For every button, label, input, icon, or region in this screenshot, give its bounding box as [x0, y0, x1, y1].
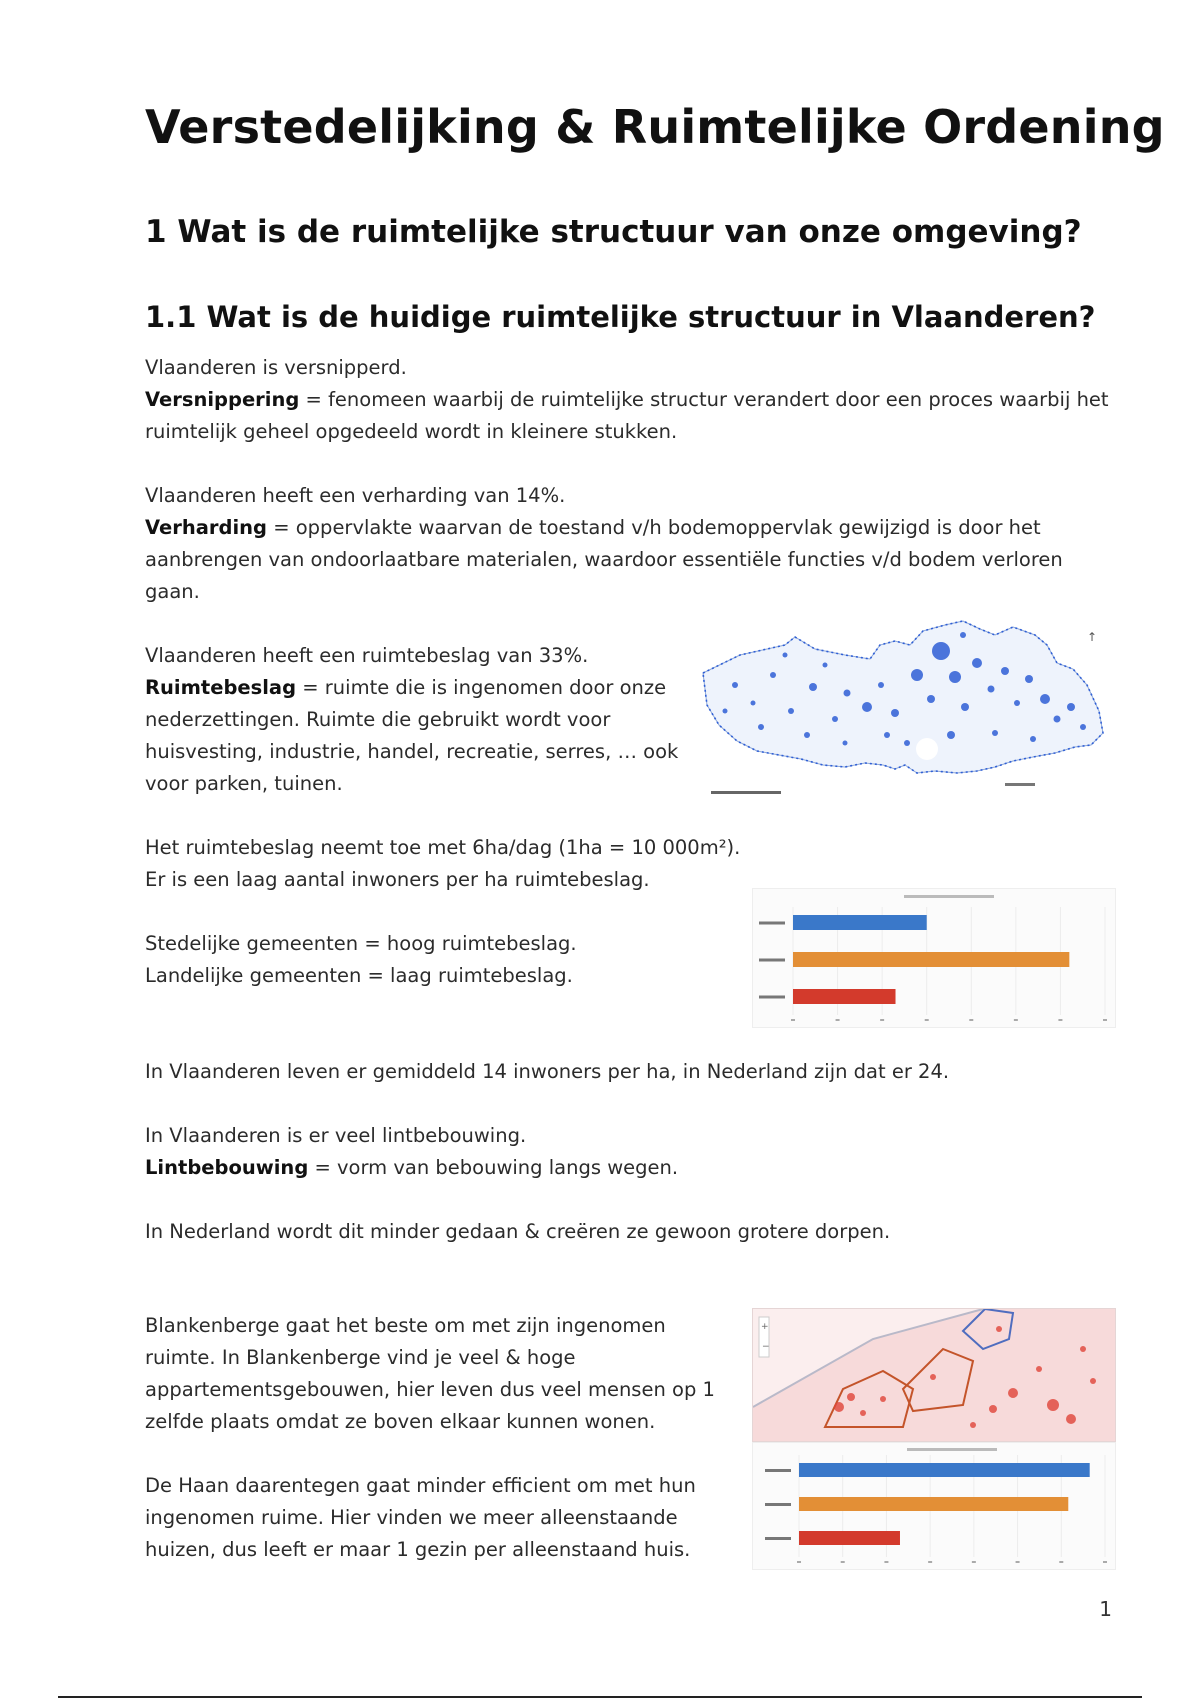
text-line: Vlaanderen is versnipperd. [145, 356, 407, 379]
map-graphic [695, 615, 1115, 805]
paragraph-nederland [145, 1216, 1125, 1248]
flanders-land-use-map [695, 615, 1115, 805]
definition-text: = fenomeen waarbij de ruimtelijke structur verandert door een proces waarbij het ruimtelijk geheel opgedeeld wordt in kleinere stukken. [145, 388, 1109, 443]
text-line: In Nederland wordt dit minder gedaan & creëren ze gewoon grotere dorpen. [145, 1220, 891, 1243]
definition-text: = oppervlakte waarvan de toestand v/h bodemoppervlak gewijzigd is door het aanbrengen van ondoorlaatbare materialen, waardoor essentiële functies v/d bodem verloren gaan. [145, 516, 1063, 603]
tick-mark [969, 1019, 973, 1021]
term: Versnippering [145, 388, 300, 411]
term: Lintbebouwing [145, 1156, 309, 1179]
tick-mark [1014, 1019, 1018, 1021]
tick-mark [1103, 1561, 1107, 1563]
tick-mark [797, 1561, 801, 1563]
coast-map-graphic [753, 1309, 1115, 1441]
tick-mark [791, 1019, 795, 1021]
paragraph-de-haan [145, 1470, 725, 1566]
term: Verharding [145, 516, 268, 539]
bar [793, 989, 896, 1004]
tick-mark [1016, 1561, 1020, 1563]
paragraph-toename [145, 832, 865, 896]
text-line: In Vlaanderen leven er gemiddeld 14 inwoners per ha, in Nederland zijn dat er 24. [145, 1060, 950, 1083]
text-line: Er is een laag aantal inwoners per ha ruimtebeslag. [145, 868, 650, 891]
subsection-heading: 1.1 Wat is de huidige ruimtelijke structuur in Vlaanderen? [145, 300, 1096, 334]
tick-mark [884, 1561, 888, 1563]
tick-mark [841, 1561, 845, 1563]
bar [793, 915, 927, 930]
tick-mark [1059, 1561, 1063, 1563]
definition [145, 1152, 1125, 1184]
category-label-placeholder [765, 1503, 791, 1506]
text-line: Vlaanderen heeft een verharding van 14%. [145, 484, 566, 507]
tick-mark [928, 1561, 932, 1563]
page-title: Verstedelijking & Ruimtelijke Ordening [145, 100, 1165, 154]
tick-mark [925, 1019, 929, 1021]
category-label-placeholder [759, 959, 785, 962]
tick-mark [972, 1561, 976, 1563]
definition [145, 672, 680, 800]
ruimtebeslag-chart-frame [752, 888, 1116, 1028]
tick-mark [1103, 1019, 1107, 1021]
tick-mark [1058, 1019, 1062, 1021]
category-label-placeholder [759, 996, 785, 999]
woondichtheid-chart [753, 1443, 1115, 1569]
definition [145, 512, 1105, 608]
paragraph-versnippering [145, 352, 1125, 448]
woondichtheid-chart-frame [752, 1442, 1116, 1570]
section-heading: 1 Wat is de ruimtelijke structuur van onze omgeving? [145, 214, 1082, 250]
svg-text:−: − [762, 1342, 770, 1352]
tick-mark [836, 1019, 840, 1021]
page-bottom-rule [58, 1696, 1142, 1698]
text-line: In Vlaanderen is er veel lintbebouwing. [145, 1124, 527, 1147]
paragraph-ruimtebeslag [145, 640, 680, 800]
text-line: Het ruimtebeslag neemt toe met 6ha/dag (1ha = 10 000m²). [145, 836, 741, 859]
category-label-placeholder [759, 922, 785, 925]
paragraph-gemeenten [145, 928, 665, 992]
definition-text: = vorm van bebouwing langs wegen. [308, 1156, 679, 1179]
paragraph-lintbebouwing [145, 1120, 1125, 1184]
paragraph-inwoners [145, 1056, 1125, 1088]
chart-title-placeholder [907, 1448, 997, 1451]
svg-text:+: + [761, 1322, 769, 1332]
page-number: 1 [1099, 1597, 1112, 1621]
text-line: Blankenberge gaat het beste om met zijn ingenomen ruimte. In Blankenberge vind je veel & hoge appartementsgebouwen, hier leven dus veel mensen op 1 zelfde plaats omdat ze boven elkaar kunnen wonen. [145, 1314, 715, 1433]
definition [145, 384, 1125, 448]
bar [799, 1531, 900, 1545]
bar [799, 1463, 1090, 1477]
text-line: Landelijke gemeenten = laag ruimtebeslag. [145, 964, 573, 987]
paragraph-blankenberge [145, 1310, 740, 1438]
text-line: De Haan daarentegen gaat minder efficient om met hun ingenomen ruime. Hier vinden we meer alleenstaande huizen, dus leeft er maar 1 gezin per alleenstaand huis. [145, 1474, 696, 1561]
bar [799, 1497, 1068, 1511]
category-label-placeholder [765, 1469, 791, 1472]
text-line: Stedelijke gemeenten = hoog ruimtebeslag. [145, 932, 577, 955]
definition-text: = ruimte die is ingenomen door onze nederzettingen. Ruimte die gebruikt wordt voor huisvesting, industrie, handel, recreatie, serres, … ook voor parken, tuinen. [145, 676, 679, 795]
svg-text:↑: ↑ [1087, 630, 1098, 644]
tick-mark [880, 1019, 884, 1021]
coast-density-map [752, 1308, 1116, 1442]
term: Ruimtebeslag [145, 676, 297, 699]
text-line: Vlaanderen heeft een ruimtebeslag van 33%. [145, 644, 589, 667]
chart-title-placeholder [904, 895, 994, 898]
bar [793, 952, 1069, 967]
category-label-placeholder [765, 1537, 791, 1540]
ruimtebeslag-chart [753, 889, 1115, 1027]
paragraph-verharding [145, 480, 1105, 608]
map-gap [916, 738, 938, 760]
